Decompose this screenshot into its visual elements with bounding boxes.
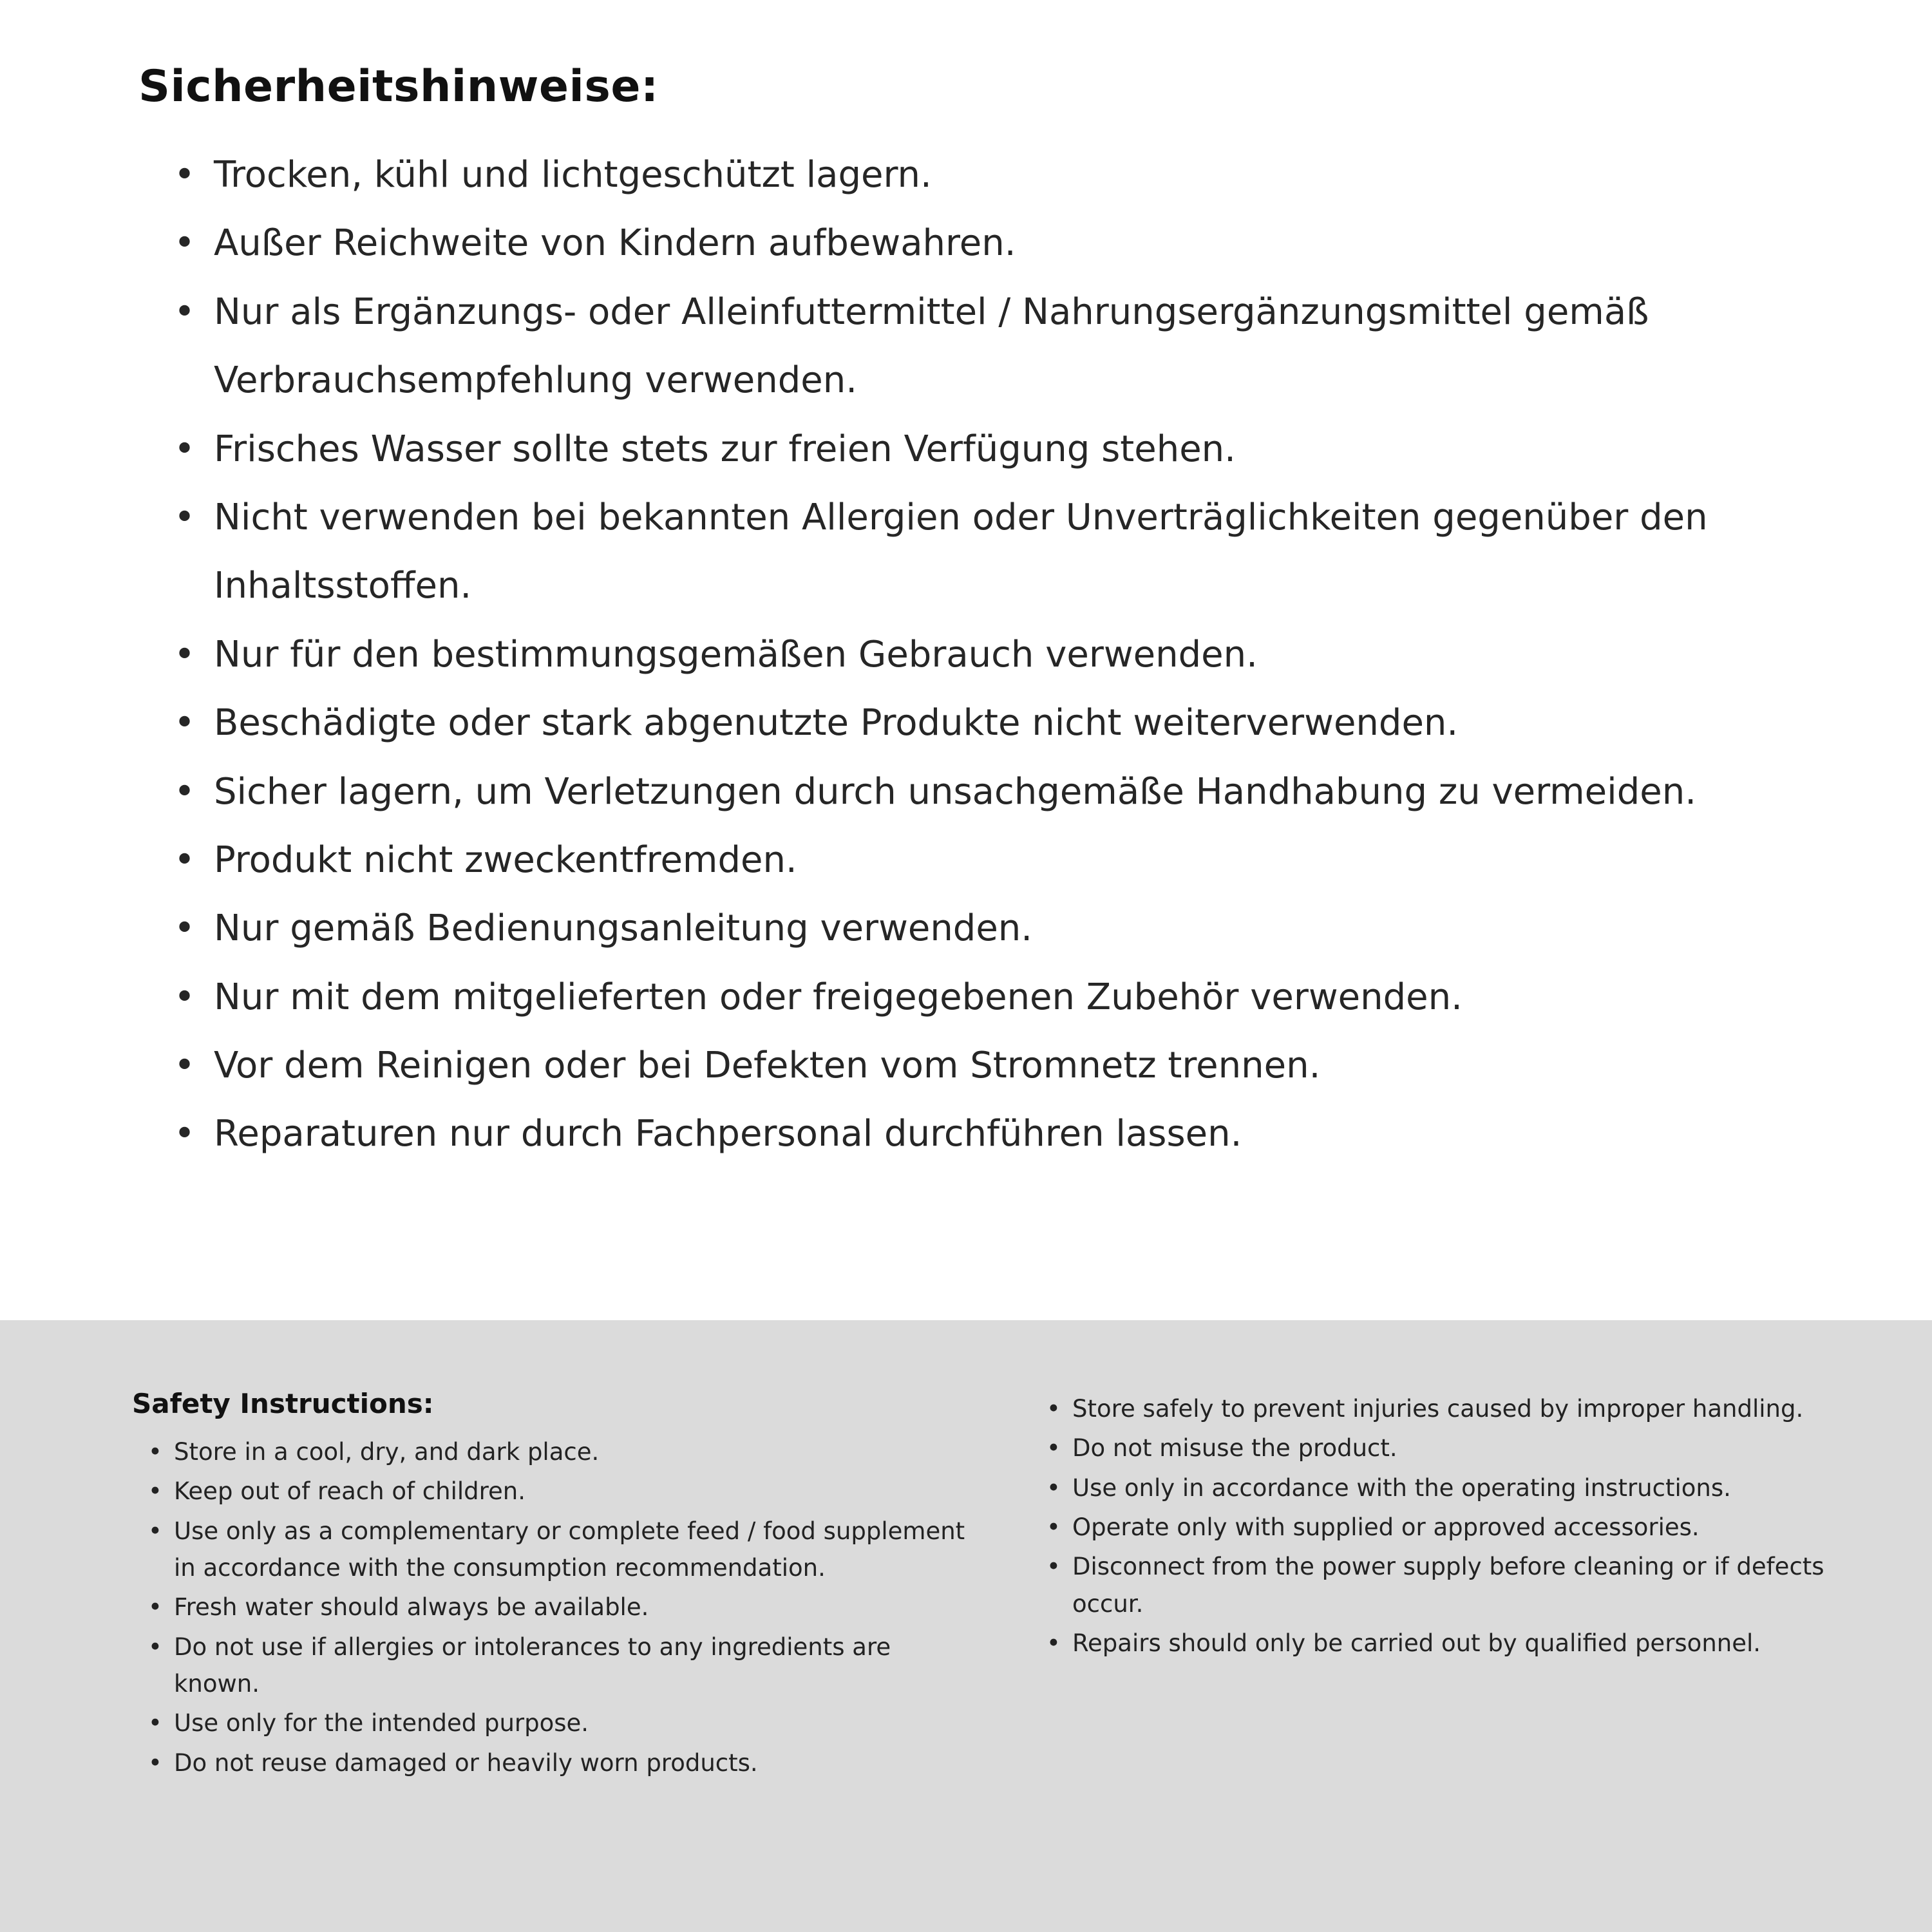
german-bullet-text: Nicht verwenden bei bekannten Allergien oder Unverträglichkeiten gegenüber den Inhaltsstoffen. xyxy=(214,496,1708,607)
german-bullet-item xyxy=(174,895,1803,963)
bullet-marker: • xyxy=(1046,1513,1061,1542)
english-bullet-item xyxy=(148,1513,982,1587)
bullet-marker: • xyxy=(148,1517,162,1545)
bullet-marker: • xyxy=(148,1438,162,1466)
german-bullet-text: Nur mit dem mitgelieferten oder freigegebenen Zubehör verwenden. xyxy=(214,976,1463,1018)
english-bullet-item xyxy=(1046,1548,1855,1622)
german-bullet-item xyxy=(174,689,1803,757)
bullet-marker: • xyxy=(148,1709,162,1738)
german-bullet-text: Nur gemäß Bedienungsanleitung verwenden. xyxy=(214,907,1033,950)
bullet-marker: • xyxy=(148,1593,162,1622)
german-title: Sicherheitshinweise: xyxy=(138,61,659,112)
bullet-marker: • xyxy=(1046,1395,1061,1423)
english-right-column xyxy=(1046,1388,1855,1932)
bullet-marker: • xyxy=(174,907,196,950)
bullet-marker: • xyxy=(148,1477,162,1506)
english-bullet-item xyxy=(1046,1470,1855,1506)
german-bullet-item xyxy=(174,1100,1803,1168)
english-bullet-item xyxy=(1046,1390,1855,1427)
bullet-marker: • xyxy=(1046,1553,1061,1581)
english-bullet-text: Disconnect from the power supply before cleaning or if defects occur. xyxy=(1072,1553,1824,1618)
german-bullet-text: Frisches Wasser sollte stets zur freien Verfügung stehen. xyxy=(214,428,1236,470)
english-bullet-item xyxy=(1046,1430,1855,1466)
english-left-column xyxy=(132,1388,982,1932)
english-right-list xyxy=(1046,1390,1855,1662)
english-bullet-text: Use only as a complementary or complete feed / food supplement in accordance with the consumption recommendation. xyxy=(174,1517,965,1582)
english-bullet-text: Use only in accordance with the operating instructions. xyxy=(1072,1473,1731,1502)
bullet-marker: • xyxy=(1046,1434,1061,1463)
english-bullet-text: Keep out of reach of children. xyxy=(174,1477,526,1506)
bullet-marker: • xyxy=(174,1113,196,1155)
english-bullet-text: Use only for the intended purpose. xyxy=(174,1709,589,1738)
german-bullet-text: Produkt nicht zweckentfremden. xyxy=(214,838,797,881)
bullet-marker: • xyxy=(1046,1473,1061,1502)
german-bullet-item xyxy=(174,209,1803,278)
bullet-marker: • xyxy=(174,838,196,881)
english-section xyxy=(0,1320,1932,1932)
bullet-marker: • xyxy=(174,428,196,470)
german-bullet-item xyxy=(174,1032,1803,1100)
german-bullet-item xyxy=(174,484,1803,621)
english-bullet-item xyxy=(148,1745,982,1781)
bullet-marker: • xyxy=(174,976,196,1018)
german-bullet-item xyxy=(174,826,1803,895)
english-bullet-item xyxy=(148,1629,982,1703)
bullet-marker: • xyxy=(174,290,196,333)
bullet-marker: • xyxy=(1046,1629,1061,1658)
bullet-marker: • xyxy=(148,1633,162,1661)
german-bullet-item xyxy=(174,415,1803,484)
bullet-marker: • xyxy=(174,702,196,744)
english-bullet-item xyxy=(148,1434,982,1470)
english-bullet-item xyxy=(1046,1509,1855,1546)
english-bullet-text: Fresh water should always be available. xyxy=(174,1593,649,1622)
german-bullet-item xyxy=(174,963,1803,1032)
english-bullet-item xyxy=(148,1705,982,1741)
english-left-list xyxy=(148,1434,982,1781)
english-bullet-text: Operate only with supplied or approved accessories. xyxy=(1072,1513,1700,1542)
german-bullet-text: Trocken, kühl und lichtgeschützt lagern. xyxy=(214,154,932,196)
bullet-marker: • xyxy=(174,154,196,196)
german-bullet-text: Beschädigte oder stark abgenutzte Produkte nicht weiterverwenden. xyxy=(214,702,1459,744)
english-bullet-text: Store safely to prevent injuries caused by improper handling. xyxy=(1072,1395,1804,1423)
german-bullet-text: Nur als Ergänzungs- oder Alleinfuttermittel / Nahrungsergänzungsmittel gemäß Verbrauchsempfehlung verwenden. xyxy=(214,290,1649,402)
bullet-marker: • xyxy=(174,633,196,676)
german-bullet-text: Außer Reichweite von Kindern aufbewahren. xyxy=(214,222,1016,265)
bullet-marker: • xyxy=(174,1045,196,1087)
german-bullet-item xyxy=(174,141,1803,209)
german-bullet-list xyxy=(174,141,1803,1169)
english-bullet-text: Do not use if allergies or intolerances to any ingredients are known. xyxy=(174,1633,891,1698)
german-bullet-text: Nur für den bestimmungsgemäßen Gebrauch verwenden. xyxy=(214,633,1258,676)
english-title: Safety Instructions: xyxy=(132,1388,434,1419)
english-bullet-item xyxy=(148,1473,982,1510)
german-bullet-text: Sicher lagern, um Verletzungen durch unsachgemäße Handhabung zu vermeiden. xyxy=(214,770,1696,813)
german-bullet-text: Vor dem Reinigen oder bei Defekten vom Stromnetz trennen. xyxy=(214,1045,1321,1087)
english-bullet-text: Repairs should only be carried out by qualified personnel. xyxy=(1072,1629,1761,1658)
bullet-marker: • xyxy=(174,770,196,813)
german-bullet-item xyxy=(174,758,1803,826)
bullet-marker: • xyxy=(174,222,196,265)
german-bullet-item xyxy=(174,278,1803,415)
bullet-marker: • xyxy=(148,1748,162,1777)
english-bullet-item xyxy=(1046,1625,1855,1662)
english-bullet-text: Store in a cool, dry, and dark place. xyxy=(174,1438,600,1466)
english-bullet-item xyxy=(148,1589,982,1625)
german-bullet-text: Reparaturen nur durch Fachpersonal durchführen lassen. xyxy=(214,1113,1242,1155)
english-bullet-text: Do not misuse the product. xyxy=(1072,1434,1397,1463)
bullet-marker: • xyxy=(174,496,196,538)
german-bullet-item xyxy=(174,621,1803,689)
english-bullet-text: Do not reuse damaged or heavily worn products. xyxy=(174,1748,758,1777)
